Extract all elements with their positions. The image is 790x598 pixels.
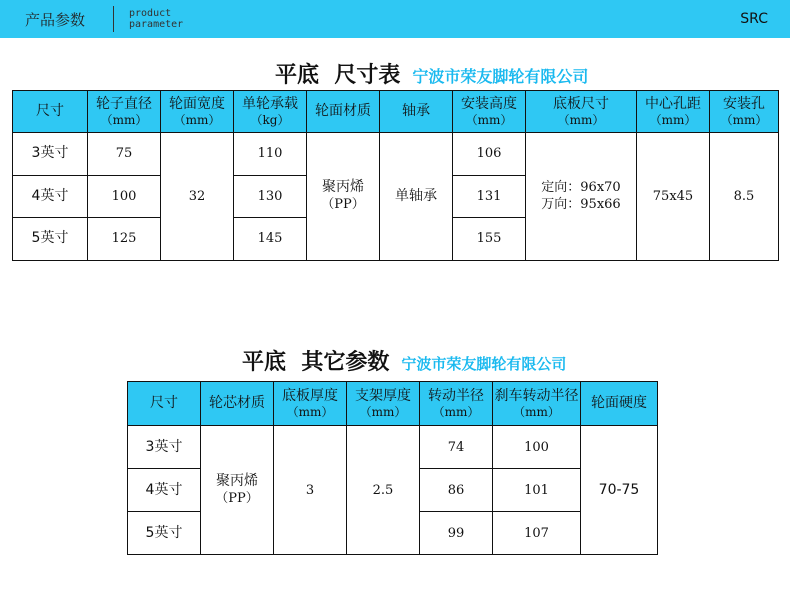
cell-swivel-radius: 99 (420, 512, 493, 555)
cell-tread-material: 聚丙烯 （PP） (307, 133, 380, 261)
cell-size: 5英寸 (13, 218, 88, 261)
table1-title (275, 58, 588, 89)
cell-core-material: 聚丙烯 （PP） (201, 426, 274, 555)
col-header-size: 尺寸 (13, 91, 88, 133)
col-header-plate-thickness: 底板厚度 （mm） (274, 382, 347, 426)
cell-swivel-radius: 74 (420, 426, 493, 469)
other-params-header-row (128, 382, 658, 426)
cell-center-hole: 75x45 (637, 133, 710, 261)
size-table-header-row (13, 91, 779, 133)
section-title-en (129, 8, 183, 30)
col-header-size: 尺寸 (128, 382, 201, 426)
col-header-tread-material: 轮面材质 (307, 91, 380, 133)
brand-logo-text: SRC (740, 11, 768, 27)
cell-plate-size: 定向：96x70 万向：95x66 (526, 133, 637, 261)
cell-diameter: 100 (88, 175, 161, 218)
cell-height: 155 (453, 218, 526, 261)
cell-size: 4英寸 (13, 175, 88, 218)
cell-size: 4英寸 (128, 469, 201, 512)
col-header-load: 单轮承载 （kg） (234, 91, 307, 133)
other-params-table (127, 381, 658, 555)
cell-brake-radius: 101 (493, 469, 581, 512)
cell-load: 130 (234, 175, 307, 218)
table2-company: 宁波市荣友脚轮有限公司 (401, 355, 567, 373)
cell-size: 3英寸 (13, 133, 88, 176)
cell-size: 3英寸 (128, 426, 201, 469)
col-header-plate-size: 底板尺寸 （mm） (526, 91, 637, 133)
table-row (128, 426, 658, 469)
cell-hardness: 70-75 (581, 426, 658, 555)
section-title: 产品参数 (25, 11, 86, 29)
cell-height: 131 (453, 175, 526, 218)
cell-brake-radius: 100 (493, 426, 581, 469)
col-header-mount-hole: 安装孔 （mm） (710, 91, 779, 133)
col-header-height: 安装高度 （mm） (453, 91, 526, 133)
cell-width: 32 (161, 133, 234, 261)
cell-size: 5英寸 (128, 512, 201, 555)
cell-diameter: 125 (88, 218, 161, 261)
cell-diameter: 75 (88, 133, 161, 176)
cell-plate-thickness: 3 (274, 426, 347, 555)
cell-height: 106 (453, 133, 526, 176)
header-bar (0, 0, 790, 38)
table-row (13, 133, 779, 176)
table1-heading: 平底 尺寸表 (275, 63, 401, 88)
cell-brake-radius: 107 (493, 512, 581, 555)
col-header-center-hole: 中心孔距 （mm） (637, 91, 710, 133)
col-header-core-material: 轮芯材质 (201, 382, 274, 426)
col-header-bearing: 轴承 (380, 91, 453, 133)
section-title-en-line1: product (129, 8, 172, 19)
cell-swivel-radius: 86 (420, 469, 493, 512)
section-title-en-line2: parameter (129, 19, 184, 30)
header-divider (113, 6, 114, 32)
cell-load: 110 (234, 133, 307, 176)
col-header-hardness: 轮面硬度 (581, 382, 658, 426)
table2-title (242, 345, 566, 376)
cell-bracket-thickness: 2.5 (347, 426, 420, 555)
col-header-width: 轮面宽度 （mm） (161, 91, 234, 133)
cell-load: 145 (234, 218, 307, 261)
table2-heading: 平底 其它参数 (242, 350, 390, 375)
cell-mount-hole: 8.5 (710, 133, 779, 261)
col-header-diameter: 轮子直径 （mm） (88, 91, 161, 133)
cell-bearing: 单轴承 (380, 133, 453, 261)
col-header-bracket-thickness: 支架厚度 （mm） (347, 382, 420, 426)
col-header-brake-radius: 刹车转动半径 （mm） (493, 382, 581, 426)
table1-company: 宁波市荣友脚轮有限公司 (412, 67, 589, 86)
size-table (12, 90, 779, 261)
col-header-swivel-radius: 转动半径 （mm） (420, 382, 493, 426)
